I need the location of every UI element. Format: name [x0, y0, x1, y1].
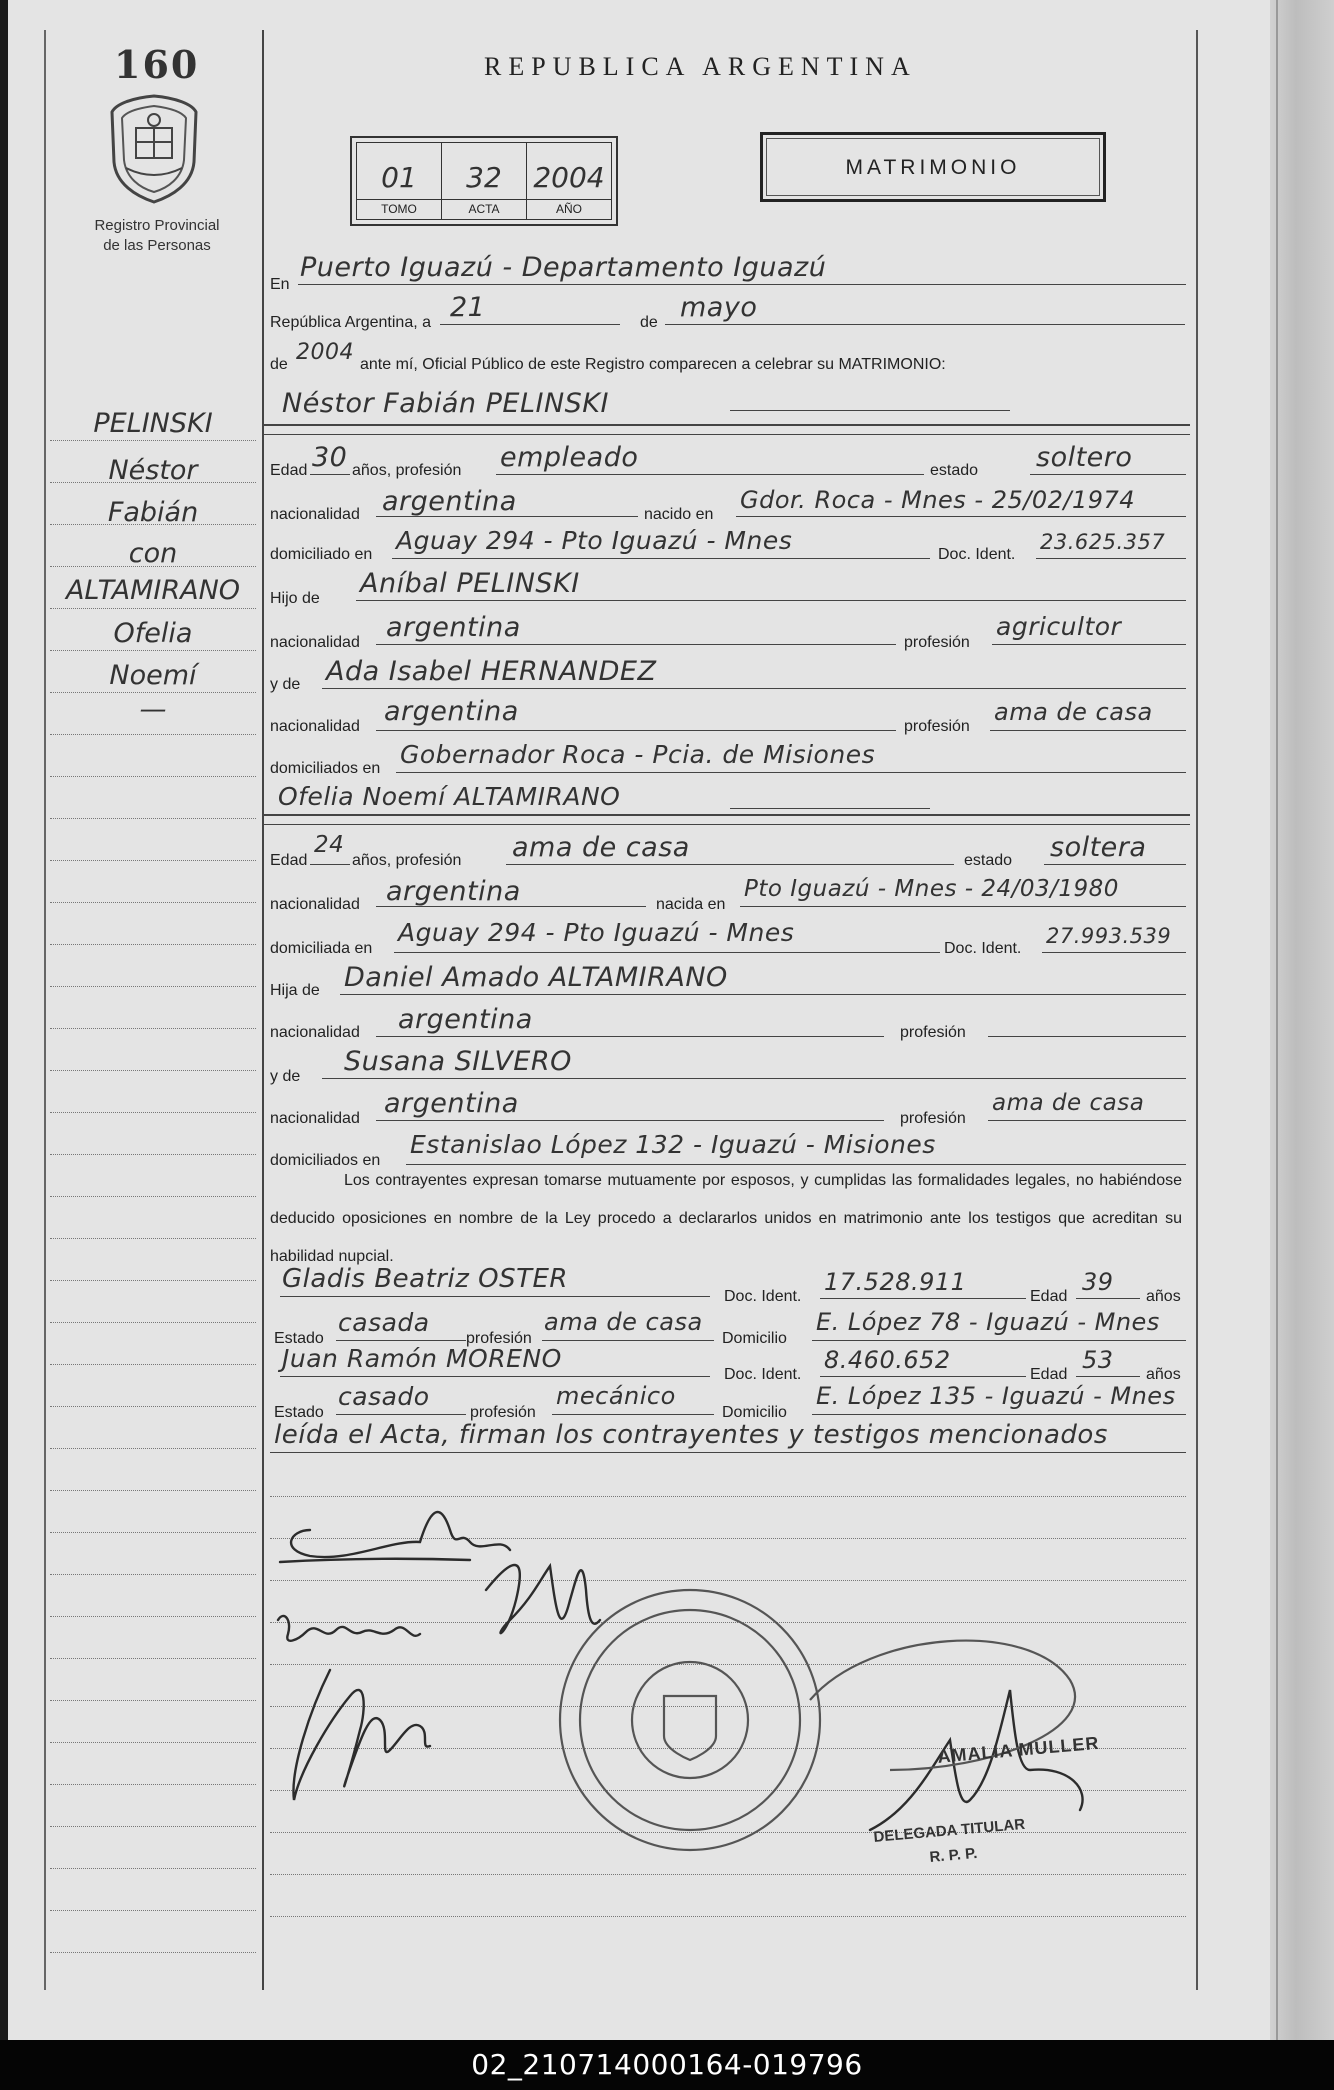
testigo1-doc: 17.528.911 [824, 1268, 967, 1296]
testigo1-anos-label: años [1146, 1288, 1181, 1305]
nac-label-4: nacionalidad [270, 896, 360, 913]
nac2-value: argentina [386, 876, 521, 907]
prof-label-2: profesión [904, 634, 970, 651]
testigo1-dom: E. López 78 - Iguazú - Mnes [816, 1308, 1160, 1336]
margin-ruled-line [50, 986, 256, 987]
margin-given-1b: Fabián [107, 497, 199, 528]
dia-value: 21 [450, 292, 486, 323]
testigo1-name: Gladis Beatriz OSTER [282, 1264, 568, 1294]
margin-ruled-line [50, 1658, 256, 1659]
margin-ruled-line [50, 1574, 256, 1575]
form-right-border [1196, 30, 1198, 1990]
ruled-line [270, 1916, 1186, 1917]
lugar-value: Puerto Iguazú - Departamento Iguazú [300, 252, 827, 283]
testigo2-estado-label: Estado [274, 1404, 324, 1421]
testigo1-edad-label: Edad [1030, 1288, 1068, 1305]
margin-ruled-line [50, 1154, 256, 1155]
margin-ruled-line [50, 734, 256, 735]
prof1-value: empleado [500, 442, 639, 473]
registro-label: Registro Provincial de las Personas [94, 217, 220, 254]
nacido1-value: Gdor. Roca - Mnes - 25/02/1974 [740, 486, 1136, 514]
padre1-nac-value: argentina [386, 612, 521, 643]
padres1-dom-value: Gobernador Roca - Pcia. de Misiones [400, 740, 876, 769]
dom2-value: Aguay 294 - Pto Iguazú - Mnes [398, 918, 795, 947]
nac-label-3: nacionalidad [270, 718, 360, 735]
margin-ruled-line [50, 1112, 256, 1113]
signature-1-icon [280, 1512, 510, 1562]
acta-label: ACTA [442, 199, 526, 219]
testigo2-prof: mecánico [556, 1382, 676, 1410]
margin-ruled-line [50, 1532, 256, 1533]
provincial-seal-icon [106, 92, 202, 204]
testigo1-prof: ama de casa [544, 1308, 703, 1336]
testigo2-prof-label: profesión [470, 1404, 536, 1421]
margin-ruled-line [50, 1700, 256, 1701]
signatures-area [270, 1470, 1190, 1890]
doc-label-2: Doc. Ident. [944, 940, 1022, 957]
mes-value: mayo [680, 292, 758, 323]
nac1-value: argentina [382, 486, 517, 517]
margin-left-border [44, 30, 46, 1990]
testigo2-edad-label: Edad [1030, 1366, 1068, 1383]
dom-label-1: domiciliado en [270, 546, 373, 563]
estado1-value: soltero [1036, 442, 1133, 473]
tomo-value: 01 [381, 161, 417, 194]
page-title: REPUBLICA ARGENTINA [484, 52, 917, 81]
hijo-label: Hijo de [270, 590, 320, 607]
padre2-nac-value: argentina [398, 1004, 533, 1035]
official-seal-icon [560, 1590, 1075, 1850]
signature-4-icon [293, 1670, 430, 1800]
scan-id: 02_210714000164-019796 [0, 2040, 1334, 2090]
hija-label: Hija de [270, 982, 320, 999]
edad-label-1: Edad [270, 462, 308, 479]
folio-number: 160 [114, 42, 200, 87]
edad-label-2: Edad [270, 852, 308, 869]
estado-label-1: estado [930, 462, 979, 479]
estado-label-2: estado [964, 852, 1013, 869]
yde-label-1: y de [270, 676, 301, 693]
margin-ruled-line [50, 1406, 256, 1407]
margin-ruled-line [50, 440, 256, 441]
margin-ruled-line [50, 1826, 256, 1827]
margin-ruled-line [50, 650, 256, 651]
margin-ruled-line [50, 1322, 256, 1323]
margin-ruled-line [50, 1868, 256, 1869]
margin-ruled-line [50, 860, 256, 861]
margin-ruled-line [50, 1364, 256, 1365]
nacido-label: nacido en [644, 506, 714, 523]
act-type-box [760, 132, 1106, 202]
nac-label-2: nacionalidad [270, 634, 360, 651]
doc1-value: 23.625.357 [1040, 530, 1166, 554]
prof-label-3: profesión [904, 718, 970, 735]
madre1-value: Ada Isabel HERNANDEZ [326, 656, 657, 687]
testigo1-dom-label: Domicilio [722, 1330, 787, 1347]
page-edge [1270, 0, 1334, 2040]
margin-ruled-line [50, 692, 256, 693]
testigo2-name: Juan Ramón MORENO [282, 1344, 562, 1373]
prof2-value: ama de casa [512, 832, 690, 863]
testigo1-edad: 39 [1082, 1268, 1114, 1296]
doms-label-1: domiciliados en [270, 760, 381, 777]
nacida2-value: Pto Iguazú - Mnes - 24/03/1980 [744, 876, 1119, 902]
margin-ruled-line [50, 1784, 256, 1785]
de-label: de [640, 314, 658, 331]
nac-label-1: nacionalidad [270, 506, 360, 523]
madre2-prof-value: ama de casa [992, 1090, 1145, 1116]
testigo1-estado: casada [338, 1308, 430, 1337]
prof-label-4: profesión [900, 1024, 966, 1041]
en-label: En [270, 276, 290, 293]
margin-given-1a: Néstor [108, 455, 198, 486]
margin-ruled-line [50, 1490, 256, 1491]
prof-label-5: profesión [900, 1110, 966, 1127]
testigo1-estado-label: Estado [274, 1330, 324, 1347]
testigo2-dom-label: Domicilio [722, 1404, 787, 1421]
stamp-line3: R. P. P. [928, 1844, 978, 1866]
anio-label: AÑO [527, 199, 611, 219]
madre2-value: Susana SILVERO [344, 1046, 572, 1077]
doc-label-1: Doc. Ident. [938, 546, 1016, 563]
padres2-dom-value: Estanislao López 132 - Iguazú - Misiones [410, 1130, 936, 1159]
margin-ruled-line [50, 818, 256, 819]
comparecen-text: ante mí, Oficial Público de este Registro comparecen a celebrar su MATRIMONIO: [360, 356, 946, 373]
testigo2-edad: 53 [1082, 1346, 1114, 1374]
cierre-text: leída el Acta, firman los contrayentes y testigos mencionados [274, 1420, 1108, 1450]
testigo1-prof-label: profesión [466, 1330, 532, 1347]
tomo-label: TOMO [357, 199, 441, 219]
anos-prof-label-2: años, profesión [352, 852, 462, 869]
margin-ruled-line [50, 1952, 256, 1953]
margin-ruled-line [50, 902, 256, 903]
republica-label: República Argentina, a [270, 314, 431, 331]
testigo2-doc: 8.460.652 [824, 1346, 951, 1374]
margin-ruled-line [50, 1448, 256, 1449]
margin-ruled-line [50, 1742, 256, 1743]
margin-ruled-line [50, 1280, 256, 1281]
testigo2-estado: casado [338, 1382, 430, 1411]
margin-dash: — [139, 694, 167, 725]
signature-2-icon [278, 1616, 420, 1641]
acta-reference-box [350, 136, 618, 226]
contrayente2-name: Ofelia Noemí ALTAMIRANO [278, 782, 621, 811]
margin-ruled-line [50, 944, 256, 945]
doms-label-2: domiciliados en [270, 1152, 381, 1169]
testigo2-anos-label: años [1146, 1366, 1181, 1383]
anos-prof-label-1: años, profesión [352, 462, 462, 479]
testigo2-doc-label: Doc. Ident. [724, 1366, 802, 1383]
padre1-prof-value: agricultor [996, 612, 1122, 641]
padre2-value: Daniel Amado ALTAMIRANO [344, 962, 728, 993]
stamp-line1: AMALIA MULLER [936, 1732, 1101, 1767]
margin-given-2a: Ofelia [113, 618, 193, 649]
margin-ruled-line [50, 1028, 256, 1029]
edad1-value: 30 [312, 442, 348, 473]
nac-label-5: nacionalidad [270, 1024, 360, 1041]
stamp-line2: DELEGADA TITULAR [872, 1815, 1026, 1846]
anio-value: 2004 [533, 161, 605, 194]
margin-connector: con [128, 538, 178, 569]
margin-ruled-line [50, 1238, 256, 1239]
anio-written: 2004 [296, 340, 354, 365]
padre1-value: Aníbal PELINSKI [360, 568, 580, 599]
madre2-nac-value: argentina [384, 1088, 519, 1119]
yde-label-2: y de [270, 1068, 301, 1085]
nacida-label: nacida en [656, 896, 726, 913]
margin-ruled-line [50, 1910, 256, 1911]
estado2-value: soltera [1050, 832, 1147, 863]
testigo1-doc-label: Doc. Ident. [724, 1288, 802, 1305]
nac-label-6: nacionalidad [270, 1110, 360, 1127]
legal-paragraph: Los contrayentes expresan tomarse mutuamente por esposos, y cumplidas las formalidades legales, no habiéndose deducido oposiciones en nombre de la Ley procedo a declararlos unidos en matrimonio ante los testigos que acreditan su habilidad nupcial. [270, 1172, 1182, 1265]
contrayente1-name: Néstor Fabián PELINSKI [282, 388, 609, 419]
margin-surname-2: ALTAMIRANO [65, 575, 241, 606]
margin-given-2b: Noemí [109, 660, 197, 691]
margin-divider [262, 30, 264, 1990]
margin-ruled-line [50, 1070, 256, 1071]
margin-surname-1: PELINSKI [93, 408, 213, 439]
act-type-label: MATRIMONIO [766, 138, 1100, 196]
madre1-nac-value: argentina [384, 696, 519, 727]
dom1-value: Aguay 294 - Pto Iguazú - Mnes [396, 526, 793, 555]
margin-ruled-line [50, 1616, 256, 1617]
doma-label: domiciliada en [270, 940, 373, 957]
margin-ruled-line [50, 776, 256, 777]
signature-3-icon [486, 1565, 600, 1633]
de2-label: de [270, 356, 288, 373]
margin-ruled-line [50, 608, 256, 609]
margin-ruled-line [50, 1196, 256, 1197]
testigo2-dom: E. López 135 - Iguazú - Mnes [816, 1382, 1176, 1410]
acta-value: 32 [466, 161, 502, 194]
edad2-value: 24 [314, 832, 345, 858]
doc2-value: 27.993.539 [1046, 924, 1172, 948]
madre1-prof-value: ama de casa [994, 698, 1153, 726]
